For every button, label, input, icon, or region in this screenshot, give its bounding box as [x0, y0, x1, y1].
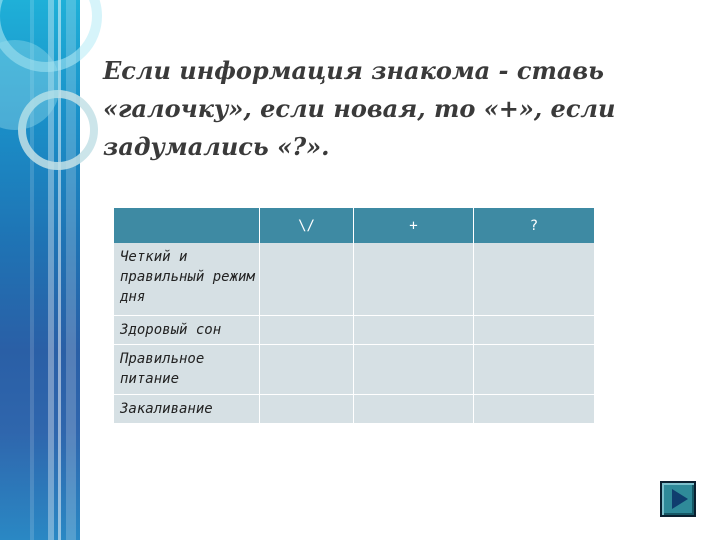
- row-label: Здоровый сон: [114, 315, 260, 344]
- table-row: [114, 344, 594, 394]
- table-cell[interactable]: [474, 243, 595, 315]
- sidebar-stripe: [66, 0, 76, 540]
- row-label: Четкий и правильный режим дня: [114, 243, 260, 315]
- row-label: Закаливание: [114, 394, 260, 423]
- header-cell-question: ?: [474, 208, 595, 243]
- table-cell[interactable]: [354, 344, 474, 394]
- next-slide-button[interactable]: [660, 481, 696, 517]
- table-cell[interactable]: [260, 344, 354, 394]
- header-cell-empty: [114, 208, 260, 243]
- header-cell-plus: +: [354, 208, 474, 243]
- table-cell[interactable]: [260, 315, 354, 344]
- table-cell[interactable]: [260, 394, 354, 423]
- table-cell[interactable]: [354, 315, 474, 344]
- row-label: Правильное питание: [114, 344, 260, 394]
- table-cell[interactable]: [354, 394, 474, 423]
- table-cell[interactable]: [260, 243, 354, 315]
- slide-title: Если информация знакома - ставь «галочку», если новая, то «+», если задумались «?».: [103, 56, 616, 161]
- table-row: [114, 315, 594, 344]
- table-header-row: [114, 208, 594, 243]
- knowledge-table: [114, 208, 594, 424]
- table-row: [114, 394, 594, 423]
- play-triangle-icon: [662, 483, 694, 515]
- table-cell[interactable]: [474, 394, 595, 423]
- table-cell[interactable]: [474, 344, 595, 394]
- table-cell[interactable]: [354, 243, 474, 315]
- table-cell[interactable]: [474, 315, 595, 344]
- table-row: [114, 243, 594, 315]
- header-cell-check: \/: [260, 208, 354, 243]
